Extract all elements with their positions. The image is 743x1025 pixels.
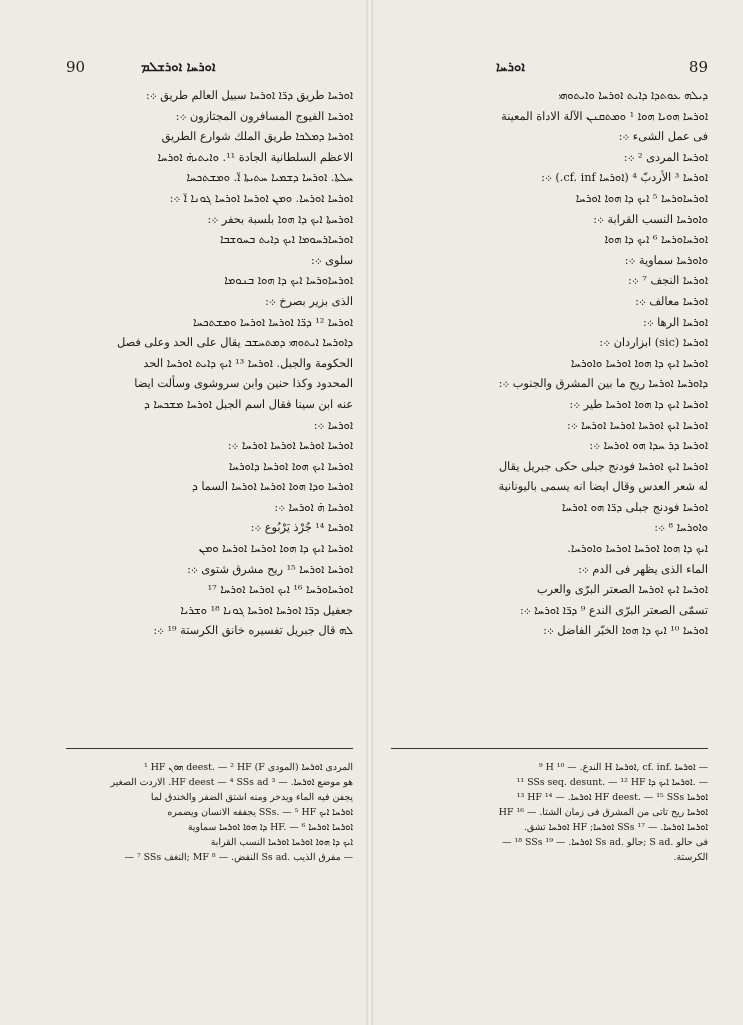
text-line: سلوى ܀: (310, 253, 353, 267)
right-running-head: ܐܘܪܚܐ (496, 60, 525, 75)
text-line: الاعظم السلطانية الجادة ¹¹. ܘܐܝܬܝܗ̇ ܐܘܪܚܐ (157, 150, 353, 164)
text-line: ܐܘܪܚܐ ܐܝܟ ܐܘܪܚܐ فودنج جبلى حكى جبريل يقال (498, 459, 708, 473)
footnote-line: يجفن فيه الماء ويدخر ومنه اشتق الضفر والخندق لما (150, 792, 353, 803)
text-line: ܕܐܘܪܚܐ ܐܘܪܚܐ ريح ما بين المشرق والجنوب ܀: (498, 377, 708, 391)
text-line: ܐܘܪܚܐ الفيوج المسافرون المجتازون ܀: (175, 109, 353, 123)
footnote-line: ܐܘܪܚܐ ܐܝܟ SSs. — ⁵ HF يجففه الانسان ويضمره (167, 807, 353, 818)
right-page (373, 0, 743, 1025)
left-main-text (66, 86, 353, 642)
text-line: الحكومة والجبل. ܐܘܪܚܐ ¹³ ܐܝܟ ܕܐܝܬ ܐܘܪܚܐ الحد (143, 356, 353, 370)
text-line: ܚܠܬܐ. ܐܘܪܚܐ ܕܫܡܝܐ ܚܬܝܬܐ ܐ̈. ܘܡܫܬܟܚܐ (186, 171, 353, 185)
text-line: ܐܘܪܚܐ معالف ܀: (635, 294, 708, 308)
text-line: الماء الذى يظهر فى الدم ܀: (578, 562, 708, 576)
text-line: ܐܘܪܚܐ ܐܝܟ ܗܘܐ ܐܘܪܚܐ ܕܐܘܪܚܐ (228, 459, 353, 473)
text-line: ܐܘܪܚܐ (sic) ابزاردان ܀: (599, 336, 708, 350)
text-line: جعفيل ܕܪ̈ܐ ܐܘܪܚܐ ܐܘܪܚܐ ܓܘܢܐ ¹⁸ ܘܫܪܝܐ (180, 603, 353, 617)
left-page-header (66, 58, 353, 86)
text-line: ܐܘܪܚܐ ܗܘܝܐ ܗܘܐ ¹ ܘܡܬܩܢܢ الآلة الاداة المعينة (501, 109, 708, 123)
right-page-header (391, 58, 708, 86)
text-line: ܘܐܘܪܚܐ النسب القرابة ܀: (593, 212, 708, 226)
text-line: ܐܘܪܚܐܘܪܚܐ ¹⁶ ܐܝܟ ܐܘܪܚܐ ܐܘܪܚܐ ¹⁷ (207, 583, 353, 597)
footnote-line: ⁹ H الندع. — ¹⁰ H ܐܘܪܚܐ, cf. inf. ܐܘܪܚܐ — (538, 762, 708, 773)
text-line: ܐܘܪܚܐ ¹⁰ ܐܝܟ ܕܐ ܗܘܐ الخبّر الفاضل ܀: (543, 624, 708, 638)
footnote-line: — ⁷ SSs النغف; MF النفض. — ⁸ Ss ad. مفرق الذيب — (124, 852, 353, 863)
text-line: ܐܘܪܚܐ طريق ܕܪ̈ܐ ܐܘܪܚܐ سبيل العالم طريق ܀: (145, 89, 353, 102)
footnote-line: ܐܘܪܚܐ ريح تاتى من المشرق فى زمان الشتا. — ¹⁶ HF (498, 807, 708, 818)
footnote-line: — ¹⁸ SSs ܐܘܪܚܐ. — ¹⁹ Ss ad. حالو; S ad. فى حالو (502, 837, 708, 848)
text-line: ܐܘܪܚܐ ܐܝܟ ܕܐ ܗܘܐ ܐܘܪܚܐ ܐܘܪܚܐ ܘܡܢ (198, 542, 353, 556)
left-footnote-rule (66, 748, 353, 749)
text-line: ܐܝܟ ܕܐ ܗܘܐ ܐܘܪܚܐ ܐܘܪܚܐ ܘܐܘܪܚܐ. (567, 542, 708, 556)
text-line: ܐܘܪܚܐܘܪܚܐ ܐܝܟ ܕܐ ܗܘܐ ܒܢܘܡܐ (224, 274, 353, 288)
text-line: ܐܘܪܚܐ ܘܕܐ ܗܘܐ ܐܘܪܚܐ ܐܘܪܚܐ السما ܕ (192, 480, 353, 494)
text-line: ܐܘܪܚܬܐ ܐܝܟ ܕܐ ܗܘܐ بلسبة بحفر ܀: (207, 212, 353, 226)
text-line: ܐܘܪܚܐ ܕܪ ܚܕܐ ܗܘ ܐܘܪܚܐ ܀: (589, 439, 708, 453)
text-line: ܐܘܪܚܐ الرها ܀: (642, 315, 708, 329)
footnote-line: ܐܝܟ ܕܐ ܗܘܐ ܐܘܪܚܐ ܐܘܪܚܐ النسب القرابة (210, 837, 353, 848)
text-line: ܘܐܘܪܚܐ ⁸ ܀: (654, 521, 708, 535)
footnote-line: ¹³ HF ܐܘܪܚܐ. — ¹⁴ HF deest. — ¹⁵ SSs ܐܘܪܚܐ (516, 792, 708, 803)
right-main-text (391, 86, 708, 642)
text-line: ܐܘܪܚܐ ܐܘܪܚܐ. ܘܡܢ ܐܘܪܚܐ ܐܘܪܚܐ ܓܘܢܐ ܐ̈ ܀: (169, 191, 353, 205)
text-line: ܐܘܪܚܐ ܐܝܟ ܕܐ ܗܘܐ ܐܘܪܚܐ طير ܀: (569, 397, 708, 411)
text-line: ܐܘܪܚܐ ¹² ܕܪ̈ܐ ܐܘܪܚܐ ܐܘܪܚܐ ܘܡܫܬܟܚܐ (192, 315, 353, 329)
footnote-line: هو موضع ܐܘܪܚܐ. — ³ HF deest — ⁴ SSs ad. الاردت الصغير (110, 777, 353, 788)
text-line: المحدود وكذا حنين وابن سروشوى وسألت ايضا (134, 377, 353, 391)
right-footnote-rule (391, 748, 708, 749)
text-line: ܐܘܪܚܐ ܐܘܪܚܐ ܐܘܪܚܐ ܐܘܪܚܐ ܀: (227, 439, 353, 453)
text-line: ܐܘܪܚܐ ܐܝܟ ܐܘܪܚܐ الصعتر البرّى والعرب (536, 583, 708, 597)
text-line: ܐܘܪܚܐ ܕܡܠܟܐ طريق الملك شوارع الطريق (161, 130, 353, 144)
text-line: ܐܘܪܚܐ ܗ̇ ܐܘܪܚܐ ܀: (274, 500, 353, 514)
text-line: ܐܘܪܚܐ ܐܝܟ ܐܘܪܚܐ ܐܘܪܚܐ ܐܘܪܚܐ ܀: (567, 418, 708, 432)
text-line: ܕܝܠܗ ܥܘܬܕܐ ܕܐܝܬ ܐܘܪܚܐ ܘܐܝܬܘܗܝ (558, 89, 708, 102)
book-gutter (366, 0, 373, 1025)
text-line: ܐܘܪܚܐ ³ الأردبّ ⁴ (ܐܘܪܚܐ cf. inf.) ܀: (541, 171, 708, 185)
text-line: ܐܘܪܚܐ ܀: (313, 418, 353, 432)
left-page-number: 90 (66, 58, 86, 76)
text-line: ܐܘܪܚܐ فودنج جبلى ܕܪ̈ܐ ܗܘ ܐܘܪܚܐ (561, 500, 708, 514)
text-line: ܘܐܘܪܚܐ سماوية ܀: (624, 253, 708, 267)
text-line: له شعر العدس وقال ايضا انه يسمى باليونانية (498, 480, 708, 494)
text-line: ܐܘܪܚܐܪܚܘܡܐ ܐܝܟ ܕܐܝܬ ܒܚܘܫܒܐ (219, 233, 353, 247)
text-line: ܐܘܪܚܐ ¹⁴ جُرْذ يَرْبُوع ܀: (250, 521, 353, 535)
left-running-head: ܐܘܪܚܐ ܐܘܪܫܠܡ (141, 60, 216, 75)
left-footnotes (66, 760, 353, 865)
footnote-line: ܐܘܪܚܐ ܐܘܪܚܐ. — ¹⁷ SSs ܐܘܪܚܐ; HF ܐܘܪܚܐ تشق. (523, 822, 708, 833)
text-line: ܐܘܪܚܐ المردى ² ܀: (623, 150, 708, 164)
footnote-line: الكرستة. (673, 852, 708, 863)
text-line: تسمّى الصعتر البرّى الندع ⁹ ܕܪ̈ܐ ܐܘܪܚܐ ܀: (519, 603, 708, 617)
text-line: ܐܘܪܚܐ النجف ⁷ ܀: (628, 274, 708, 288)
right-footnotes (391, 760, 708, 865)
text-line: ܐܘܪܚܐ ܐܝܟ ܕܐ ܗܘܐ ܐܘܪܚܐ ܘܐܘܪܚܐ (570, 356, 708, 370)
text-line: الذى بزير بصرخ ܀: (265, 294, 353, 308)
text-line: عنه ابن سينا فقال اسم الجبل ܐܘܪܚܐ ܡܫܟܚܐ ܕ (144, 397, 353, 411)
text-line: ܐܘܪܚܐܘܪܚܐ ⁶ ܐܝܟ ܕܐ ܗܘܐ (604, 233, 708, 247)
text-line: فى عمل الشىء ܀: (618, 130, 708, 144)
text-line: ܐܘܪܚܐܘܪܚܐ ⁵ ܐܝܟ ܕܐ ܗܘܐ ܐܘܪܚܐ (575, 191, 708, 205)
footnote-line: ܐܘܪܚܐ ܐܘܪܚܐ HF. — ⁶ ܕܐ ܗܘܐ ܐܘܪܚܐ سماوية (187, 822, 353, 833)
left-page (0, 0, 365, 1025)
footnote-line: ¹¹ SSs seq. desunt. — ¹² HF ܐܘܪܚܐ ܐܝܟ ܕܐ. — (516, 777, 708, 788)
text-line: ܕܐܘܪܚܐ ܐܝܬܘܗܝ ܕܡܬܚܫܒ يقال على الحد وعلى فصل (116, 336, 353, 350)
footnote-line: ¹ HF ܗܘܢ deest. — ² HF (F المودى) المردى ܐܘܪܚܐ (144, 762, 353, 773)
text-line: ܠܗ قال جبريل تفسيره خانق الكرستة ¹⁹ ܀: (153, 624, 353, 638)
right-page-number: 89 (688, 58, 708, 76)
text-line: ܐܘܪܚܐ ܐܘܪܚܐ ¹⁵ ريح مشرق شتوى ܀: (187, 562, 353, 576)
